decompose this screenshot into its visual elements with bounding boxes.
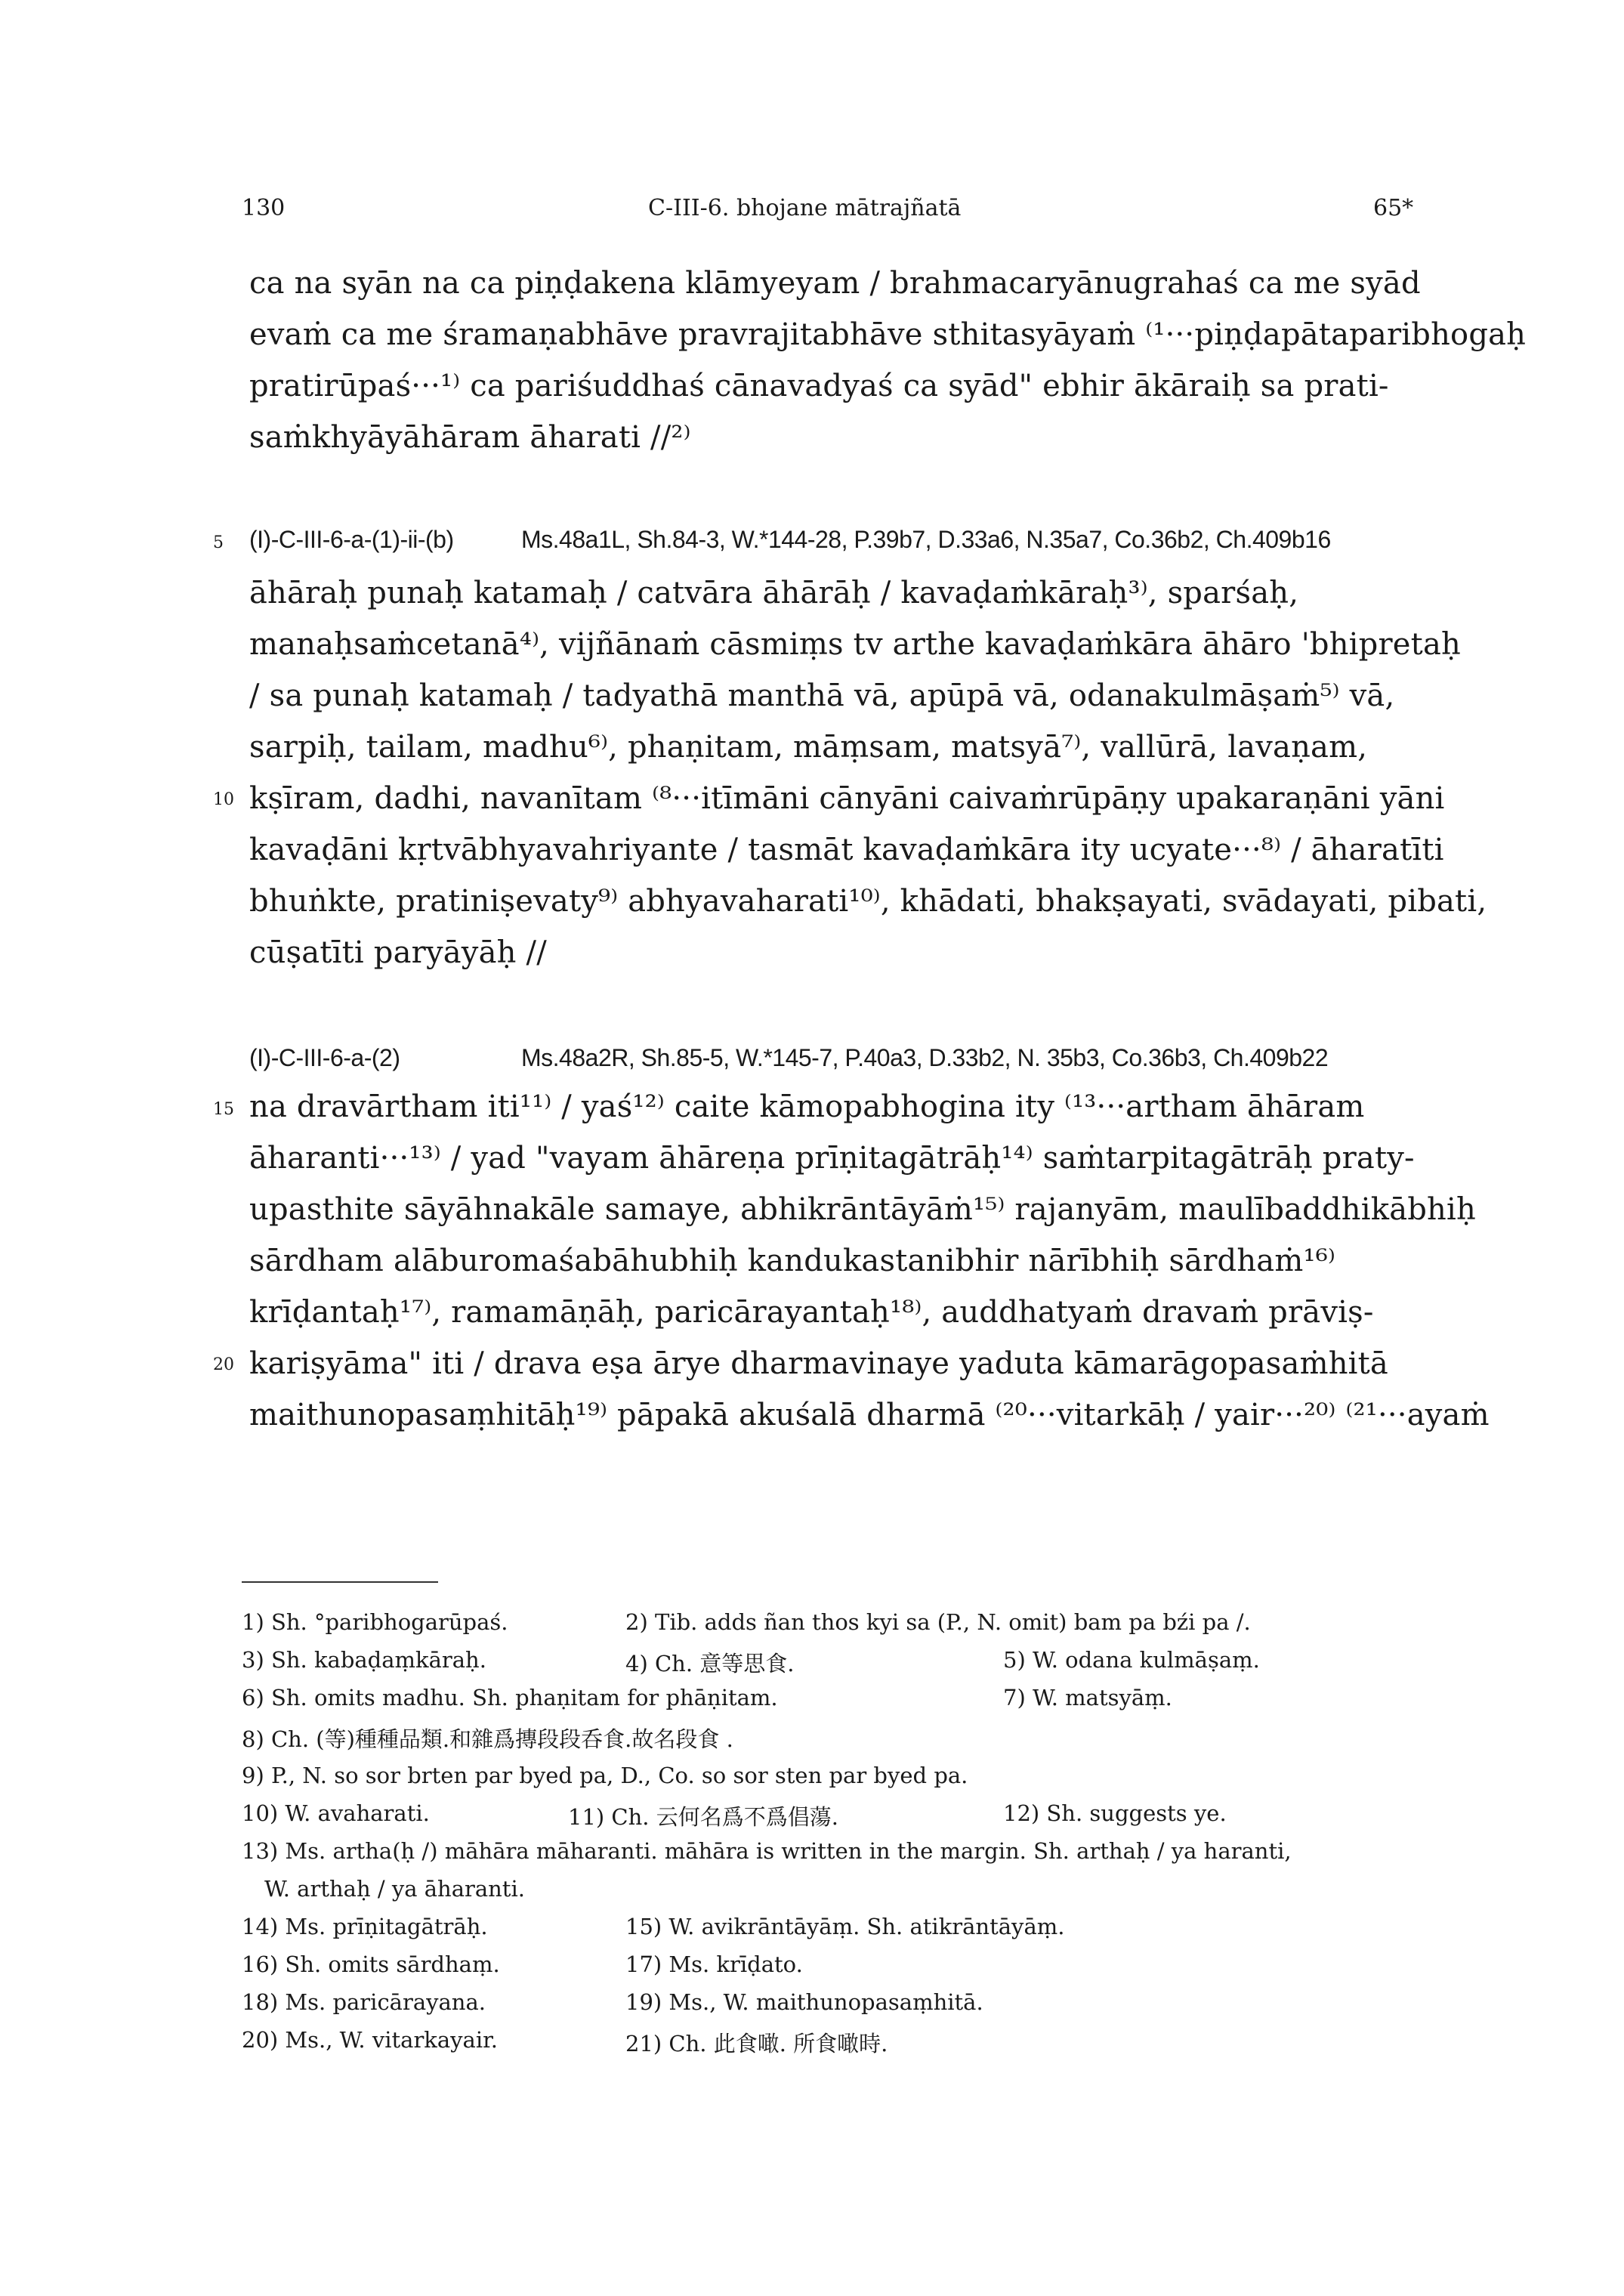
footnote: 5) W. odana kulmāṣaṃ. bbox=[1003, 1647, 1260, 1673]
footnote: 8) Ch. (等)種種品類.和雜爲摶段段呑食.故名段食 . bbox=[242, 1726, 733, 1752]
text-line: na dravārtham iti¹¹⁾ / yaś¹²⁾ caite kāmopabhogina ity ⁽¹³···artham āhāram bbox=[249, 1089, 1365, 1124]
text-line: kavaḍāni kṛtvābhyavahriyante / tasmāt kavaḍaṁkāra ity ucyate···⁸⁾ / āharatīti bbox=[249, 833, 1444, 867]
text-line: āhāraḥ punaḥ katamaḥ / catvāra āhārāḥ / kavaḍaṁkāraḥ³⁾, sparśaḥ, bbox=[249, 576, 1299, 610]
section-heading-id: (I)-C-III-6-a-(2) bbox=[249, 1044, 400, 1071]
text-line: saṁkhyāyāhāram āharati //²⁾ bbox=[249, 420, 691, 455]
footnote: 14) Ms. prīṇitagātrāḥ. bbox=[242, 1914, 488, 1939]
text-line: ca na syān na ca piṇḍakena klāmyeyam / brahmacaryānugrahaś ca me syād bbox=[249, 266, 1421, 301]
footnote: 18) Ms. paricārayana. bbox=[242, 1989, 486, 2015]
footnote: 3) Sh. kabaḍaṃkāraḥ. bbox=[242, 1647, 486, 1673]
footnote: 19) Ms., W. maithunopasaṃhitā. bbox=[625, 1989, 983, 2015]
text-line: / sa punaḥ katamaḥ / tadyathā manthā vā, apūpā vā, odanakulmāṣaṁ⁵⁾ vā, bbox=[249, 678, 1395, 713]
text-line: upasthite sāyāhnakāle samaye, abhikrāntāyāṁ¹⁵⁾ rajanyām, maulībaddhikābhiḥ bbox=[249, 1192, 1476, 1227]
footnote-continuation: W. arthaḥ / ya āharanti. bbox=[264, 1876, 525, 1902]
footnote: 7) W. matsyāṃ. bbox=[1003, 1685, 1172, 1710]
text-line: sarpiḥ, tailam, madhu⁶⁾, phaṇitam, māṃsam, matsyā⁷⁾, vallūrā, lavaṇam, bbox=[249, 730, 1368, 765]
text-line: cūṣatīti paryāyāḥ // bbox=[249, 935, 547, 970]
line-number: 10 bbox=[213, 790, 234, 809]
footnote: 16) Sh. omits sārdhaṃ. bbox=[242, 1951, 500, 1977]
section-heading-refs: Ms.48a1L, Sh.84-3, W.*144-28, P.39b7, D.33a6, N.35a7, Co.36b2, Ch.409b16 bbox=[521, 526, 1331, 553]
text-line: sārdham alāburomaśabāhubhiḥ kandukastanibhir nārībhiḥ sārdhaṁ¹⁶⁾ bbox=[249, 1244, 1335, 1278]
footnote: 4) Ch. 意等思食. bbox=[625, 1651, 795, 1676]
footnote: 11) Ch. 云何名爲不爲倡蕩. bbox=[568, 1804, 838, 1830]
footnote-separator bbox=[242, 1581, 438, 1583]
text-line: manaḥsaṁcetanā⁴⁾, vijñānaṁ cāsmiṃs tv arthe kavaḍaṁkāra āhāro 'bhipretaḥ bbox=[249, 627, 1461, 662]
footnote: 20) Ms., W. vitarkayair. bbox=[242, 2027, 499, 2053]
text-line: evaṁ ca me śramaṇabhāve pravrajitabhāve sthitasyāyaṁ ⁽¹···piṇḍapātaparibhogaḥ bbox=[249, 317, 1527, 352]
footnote: 9) P., N. so sor brten par byed pa, D., Co. so sor sten par byed pa. bbox=[242, 1763, 968, 1788]
folio-number: 65* bbox=[1373, 195, 1414, 221]
footnote: 17) Ms. krīḍato. bbox=[625, 1951, 803, 1977]
footnote: 13) Ms. artha(ḥ /) māhāra māharanti. māhāra is written in the margin. Sh. arthaḥ / ya haranti, bbox=[242, 1838, 1292, 1864]
text-line: kariṣyāma" iti / drava eṣa ārye dharmavinaye yaduta kāmarāgopasaṁhitā bbox=[249, 1346, 1388, 1381]
footnote: 1) Sh. °paribhogarūpaś. bbox=[242, 1609, 508, 1635]
section-heading-id: (I)-C-III-6-a-(1)-ii-(b) bbox=[249, 526, 454, 553]
line-number: 20 bbox=[213, 1355, 234, 1374]
text-line: krīḍantaḥ¹⁷⁾, ramamāṇāḥ, paricārayantaḥ¹⁸⁾, auddhatyaṁ dravaṁ prāviṣ- bbox=[249, 1295, 1374, 1330]
section-heading-refs: Ms.48a2R, Sh.85-5, W.*145-7, P.40a3, D.33b2, N. 35b3, Co.36b3, Ch.409b22 bbox=[521, 1044, 1329, 1071]
running-title: C-III-6. bhojane mātrajñatā bbox=[648, 195, 962, 221]
text-line: kṣīram, dadhi, navanītam ⁽⁸···itīmāni cānyāni caivaṁrūpāṇy upakaraṇāni yāni bbox=[249, 781, 1445, 816]
footnote: 10) W. avaharati. bbox=[242, 1800, 430, 1826]
page-number: 130 bbox=[242, 195, 286, 221]
text-line: maithunopasaṃhitāḥ¹⁹⁾ pāpakā akuśalā dharmā ⁽²⁰···vitarkāḥ / yair···²⁰⁾ ⁽²¹···ayaṁ bbox=[249, 1398, 1490, 1432]
text-line: pratirūpaś···¹⁾ ca pariśuddhaś cānavadyaś ca syād" ebhir ākāraiḥ sa prati- bbox=[249, 369, 1389, 403]
text-line: āharanti···¹³⁾ / yad "vayam āhāreṇa prīṇitagātrāḥ¹⁴⁾ saṁtarpitagātrāḥ praty- bbox=[249, 1141, 1415, 1176]
footnote: 6) Sh. omits madhu. Sh. phaṇitam for phāṇitam. bbox=[242, 1685, 778, 1710]
footnote: 12) Sh. suggests ye. bbox=[1003, 1800, 1227, 1826]
footnote: 2) Tib. adds ñan thos kyi sa (P., N. omit) bam pa bźi pa /. bbox=[625, 1609, 1251, 1635]
line-number: 5 bbox=[213, 533, 224, 552]
text-line: bhuṅkte, pratiniṣevaty⁹⁾ abhyavaharati¹⁰⁾, khādati, bhakṣayati, svādayati, pibati, bbox=[249, 884, 1487, 919]
footnote: 21) Ch. 此食噉. 所食噉時. bbox=[625, 2031, 888, 2057]
footnote: 15) W. avikrāntāyāṃ. Sh. atikrāntāyāṃ. bbox=[625, 1914, 1065, 1939]
line-number: 15 bbox=[213, 1100, 234, 1119]
